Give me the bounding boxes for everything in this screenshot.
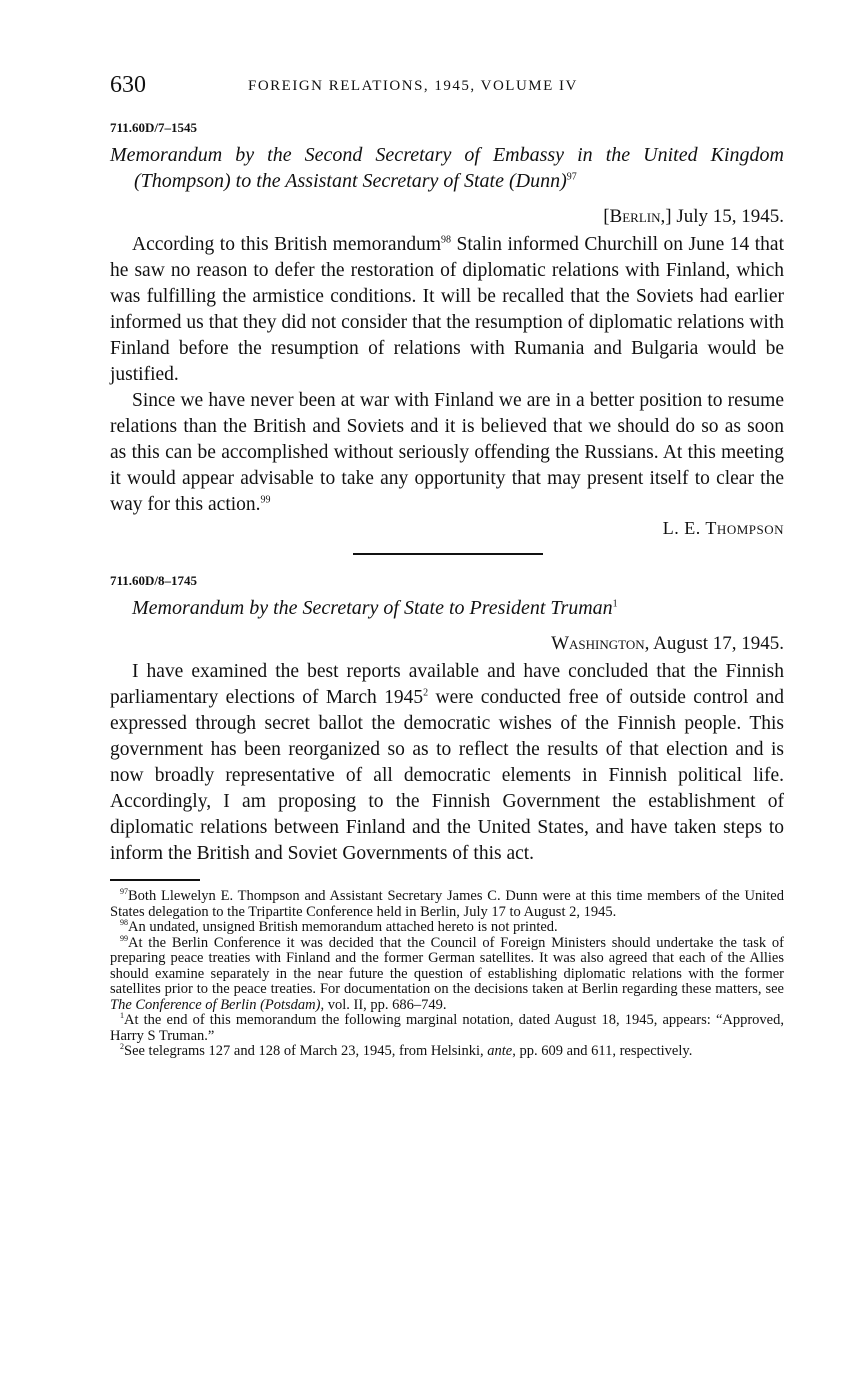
footnote: $^1$At the end of this memorandum the following marginal notation, dated August 18, 1945, appears: “Approved, Harry S Truman.” [110, 1011, 784, 1044]
section-divider [353, 553, 543, 555]
body-paragraph: According to this British memorandum$^{98}$ Stalin informed Churchill on June 14 that he saw no reason to defer the restoration of diplomatic relations with Finland, which was fulfilling the armistice conditions. It will be recalled that the Soviets had earlier informed us that they did not consider that the resumption of diplomatic relations with Finland before the resumption of relations with Rumania and Bulgaria would be justified. [110, 234, 784, 385]
footnote-ref[interactable]: 2 [423, 687, 429, 699]
body-paragraph: I have examined the best reports available and have concluded that the Finnish parliamentary elections of March 1945$^2$ were conducted free of outside control and expressed through secret ballot the democratic wishes of the Finnish people. This government has been reorganized so as to reflect the results of that election and is now broadly representative of all democratic elements in Finnish political life. Accordingly, I am proposing to the Finnish Government the establishment of diplomatic relations between Finland and the United States, and have taken steps to inform the British and Soviet Governments of this act. [110, 661, 784, 864]
footnote-ref[interactable]: 98 [440, 234, 451, 246]
file-number: 711.60D/7–1545 [110, 120, 198, 135]
document-title: Memorandum by the Second Secretary of Embassy in the United Kingdom (Thompson) to the Assistant Secretary of State (Dunn)$^{97}$ [110, 144, 784, 192]
footnote-ref[interactable]: 1 [612, 598, 618, 610]
footnote: $^{98}$An undated, unsigned British memorandum attached hereto is not printed. [120, 918, 558, 935]
footnote: $^{99}$At the Berlin Conference it was decided that the Council of Foreign Ministers should undertake the task of preparing peace treaties with Finland and the former German satellites. It was also agreed that each of the Allies should examine separately in the near future the question of establishing diplomatic relations with the former satellites prior to the peace treaties. For documentation on the decisions taken at Berlin regarding these matters, see The Conference of Berlin (Potsdam), vol. II, pp. 686–749. [110, 933, 784, 1013]
dateline [110, 633, 784, 655]
dateline [110, 206, 784, 228]
footnote: $^2$See telegrams 127 and 128 of March 23, 1945, from Helsinki, ante, pp. 609 and 611, respectively. [120, 1042, 693, 1059]
signature: L. E. Thompson [662, 518, 784, 538]
footnotes [110, 889, 784, 1060]
body-paragraph: Since we have never been at war with Finland we are in a better position to resume relations than the British and Soviets and it is believed that we should do so as soon as this can be accomplished without seriously offending the Russians. At this meeting it would appear advisable to take any opportunity that may present itself to clear the way for this action.$^{99}$ [110, 390, 784, 515]
footnote-rule [110, 879, 200, 881]
document-title: Memorandum by the Secretary of State to President Truman$^1$ [132, 597, 618, 619]
running-title: FOREIGN RELATIONS, 1945, VOLUME IV [248, 78, 578, 94]
footnote: $^{97}$Both Llewelyn E. Thompson and Assistant Secretary James C. Dunn were at this time members of the United States delegation to the Tripartite Conference held in Berlin, July 17 to August 2, 1945. [110, 887, 784, 920]
file-number: 711.60D/8–1745 [110, 573, 198, 588]
footnote-ref[interactable]: 99 [260, 494, 271, 506]
dateline-date: , August 17, 1945. [644, 633, 784, 654]
dateline-date: July 15, 1945. [671, 206, 784, 227]
dateline-place: [Berlin,] [603, 206, 672, 227]
footnote-ref[interactable]: 97 [566, 171, 577, 183]
document-page [110, 72, 784, 1060]
page-header [110, 72, 784, 106]
dateline-place: Washington [551, 633, 645, 654]
page-number: 630 [110, 72, 146, 98]
